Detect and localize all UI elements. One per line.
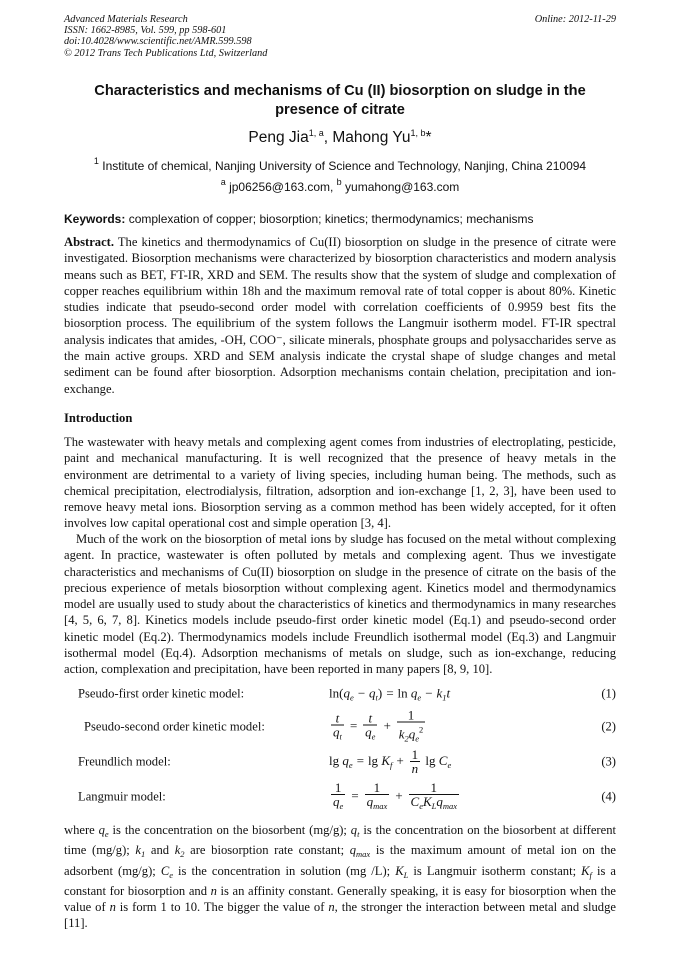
math-sub: 2	[180, 849, 185, 860]
keywords	[64, 212, 616, 226]
math-var: n	[210, 883, 217, 898]
email-link[interactable]: jp06256@163.com	[229, 180, 330, 194]
text-run: , the stronger the interaction between metal and sludge [11].	[64, 900, 616, 931]
keywords-text: complexation of copper; biosorption; kinetics; thermodynamics; mechanisms	[128, 212, 534, 226]
equation-4: $\frac{1}{q_e}$ = $\frac{1}{q_{max}}$ + $\frac{1}{C_eK_Lq_{max}}$	[333, 780, 458, 811]
equation-3: $\lg q_e = \lg K_f$ + $\frac{1}{n}$ $\lg C_e$	[329, 747, 452, 776]
journal-header	[64, 14, 616, 59]
abstract-label: Abstract.	[64, 235, 115, 249]
section-heading: Introduction	[64, 411, 133, 425]
email-sup: b	[336, 177, 342, 187]
abstract	[64, 234, 616, 397]
text-run: are biosorption rate constant;	[184, 843, 350, 858]
email-line	[64, 177, 616, 194]
intro-paragraph-2: Much of the work on the biosorption of metal ions by sludge has focused on the metal without complexing agent. In practice, wastewater is often polluted by metals and complexing agent. Thus we investigate characteristics and mechanisms of Cu(II) biosorption on sludge in the presence of citrate on the basis of the precious experience of metals biosorption without complexing agent. Kinetics model and thermodynamics model are usually used to study about the characteristics of kinetics and thermodynamics in many researches [4, 5, 6, 7, 8]. Kinetics models include pseudo-first order kinetic model (Eq.1) and pseudo-second order kinetic model (Eq.2). Thermodynamics models include Freundlich isothermal model (Eq.3) and Langmuir isothermal model (Eq.4). Adsorption mechanisms of metals on sludge, such as ion-exchange, reducing action, complexation and precipitation, have been reported in many papers [8, 9, 10].	[64, 532, 616, 677]
email-link[interactable]: yumahong@163.com	[345, 180, 460, 194]
math-var: n	[328, 900, 335, 915]
math-sub: e	[104, 829, 109, 839]
doi-line: doi:10.4028/www.scientific.net/AMR.599.598	[64, 36, 252, 48]
math-sub: t	[357, 829, 360, 839]
equation-number: (4)	[601, 789, 616, 804]
math-sub: max	[356, 849, 371, 860]
keywords-label: Keywords:	[64, 212, 126, 226]
equation-number: (3)	[601, 754, 616, 769]
equation-label: Pseudo-first order kinetic model:	[78, 686, 245, 701]
equation-label: Pseudo-second order kinetic model:	[84, 719, 265, 734]
math-var: q	[349, 843, 357, 858]
math-var: n	[109, 900, 116, 915]
equation-2: $\frac{t}{q_t}$ = $\frac{t}{q_e}$ + $\frac{1}{k_2q_e^2}$	[333, 707, 424, 744]
text-run: and	[145, 843, 175, 858]
paper-title: Characteristics and mechanisms of Cu (II) biosorption on sludge in the presence of citrate	[94, 83, 586, 118]
email-sup: a	[220, 177, 226, 187]
issn-line: ISSN: 1662-8985, Vol. 599, pp 598-601	[64, 25, 227, 37]
text-run: is the concentration in solution (mg /L);	[173, 863, 396, 878]
equation-row	[64, 776, 616, 818]
math-var: C	[160, 863, 170, 878]
math-sub: e	[169, 869, 174, 880]
author-sup: 1, a	[308, 128, 324, 138]
equation-label: Freundlich model:	[78, 754, 171, 769]
author-name: Peng Jia	[248, 129, 309, 146]
author-line	[64, 128, 616, 147]
math-var: k	[174, 843, 181, 858]
email-separator: ,	[330, 180, 337, 194]
intro-paragraph-1: The wastewater with heavy metals and complexing agent comes from industries of electroplating, pesticide, paint and mechanical manufacturing. It is well recognized that the presence of heavy metals in the environment are detrimental to a variety of living species, including human being. The methods, such as chemical precipitation, electrodialysis, filtration, adsorption and ion-exchange [1, 2, 3], have been used to remove heavy metal ions. Biosorption serving as a common method has been widely accepted, for it often involves low capital operational cost and simple operation [3, 4].	[64, 435, 616, 531]
text-run: where	[64, 823, 99, 837]
variable-definitions-paragraph	[64, 822, 616, 932]
author-separator: ,	[323, 129, 333, 146]
equation-label: Langmuir model:	[78, 789, 166, 804]
journal-name: Advanced Materials Research	[64, 14, 188, 25]
math-var: k	[135, 843, 141, 858]
affiliation-sup: 1	[93, 156, 99, 166]
text-run: is an affinity constant. Generally speaking, it is easy for biosorption when the value of	[64, 883, 616, 915]
text-run: is Langmuir isotherm constant;	[408, 863, 582, 878]
math-var: K	[395, 863, 404, 878]
text-run: is the concentration on the biosorbent at different time (mg/g);	[64, 823, 616, 858]
equation-1: $\ln(q_e - q_t) = \ln q_e - k_1t$	[329, 685, 451, 703]
math-var: K	[581, 863, 590, 878]
author-name: Mahong Yu	[332, 129, 411, 146]
equation-number: (2)	[601, 719, 616, 734]
math-var: q	[350, 823, 358, 837]
text-run: is the concentration on the biosorbent (mg/g);	[108, 823, 351, 837]
affiliation-text: Institute of chemical, Nanjing University of Science and Technology, Nanjing, China 210094	[102, 159, 587, 173]
abstract-text: The kinetics and thermodynamics of Cu(II) biosorption on sludge in the presence of citrate were investigated. Biosorption mechanisms were characterized by biosorption characteristics and modern analysis means such as BET, FT-IR, XRD and SEM. The results show that the system of sludge and complexation of copper reaches equilibrium within 18h and the maximum removal rate of total copper is about 80%. Kinetic studies indicate that pseudo-second order model with correlation coefficients of 0.9959 best fits the biosorption process. The equilibrium of the system follows the Langmuir isotherm model. FT-IR spectral analysis indicates that amides, -OH, COO⁻, silicate minerals, phosphate groups and polysaccharides serve as the main active groups. XRD and SEM analysis indicate the crystal shape of sludge changes and metal sediment can be found after biosorption. Adsorption mechanisms contain chelation, precipitation and ion-exchange.	[64, 235, 616, 396]
math-var: q	[98, 823, 105, 837]
math-sub: 1	[141, 849, 146, 860]
text-run: is form 1 to 10. The bigger the value of	[115, 900, 329, 915]
copyright-line: © 2012 Trans Tech Publications Ltd, Switzerland	[64, 47, 268, 59]
math-sub: f	[589, 869, 592, 880]
author-sup: 1, b	[410, 128, 426, 138]
affiliation	[64, 156, 616, 173]
corresponding-star: *	[425, 129, 432, 146]
text-run: is the maximum amount of metal ion on the adsorbent (mg/g);	[64, 843, 616, 878]
math-sub: L	[403, 869, 409, 880]
text-run: is a constant for biosorption and	[64, 863, 616, 898]
online-date: Online: 2012-11-29	[534, 14, 616, 25]
equation-number: (1)	[601, 686, 616, 701]
